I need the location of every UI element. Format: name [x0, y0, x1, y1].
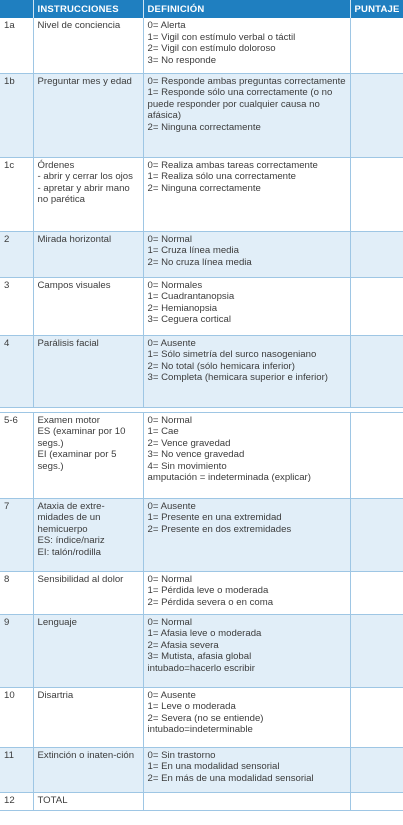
row-definition: 0= Sin trastorno 1= En una modalidad sensorial 2= En más de una modalidad sensorial	[143, 747, 350, 792]
row-score-cell[interactable]	[350, 412, 403, 498]
row-instruction: Mirada horizontal	[33, 231, 143, 277]
row-score-cell[interactable]	[350, 157, 403, 231]
row-instruction: Lenguaje	[33, 614, 143, 687]
table-row	[0, 157, 403, 231]
row-number: 8	[0, 571, 33, 614]
row-instruction: Ataxia de extre-midades de un hemicuerpo ES: índice/nariz EI: talón/rodilla	[33, 498, 143, 571]
row-score-cell[interactable]	[350, 335, 403, 407]
row-definition: 0= Normales 1= Cuadrantanopsia 2= Hemianopsia 3= Ceguera cortical	[143, 277, 350, 335]
row-instruction: Nivel de conciencia	[33, 18, 143, 73]
row-instruction: Parálisis facial	[33, 335, 143, 407]
row-definition: 0= Normal 1= Afasia leve o moderada 2= Afasia severa 3= Mutista, afasia global intubado=hacerlo escribir	[143, 614, 350, 687]
header-instrucciones: INSTRUCCIONES	[33, 0, 143, 18]
row-instruction: Órdenes - abrir y cerrar los ojos - apretar y abrir mano no parética	[33, 157, 143, 231]
row-definition: 0= Normal 1= Cruza línea media 2= No cruza línea media	[143, 231, 350, 277]
table-row	[0, 747, 403, 792]
row-definition: 0= Ausente 1= Presente en una extremidad 2= Presente en dos extremidades	[143, 498, 350, 571]
table-row	[0, 335, 403, 407]
table-row	[0, 498, 403, 571]
row-number: 2	[0, 231, 33, 277]
row-number: 5-6	[0, 412, 33, 498]
table-row	[0, 73, 403, 157]
row-number: 4	[0, 335, 33, 407]
row-instruction: Sensibilidad al dolor	[33, 571, 143, 614]
row-instruction: Disartria	[33, 687, 143, 747]
row-number: 1b	[0, 73, 33, 157]
row-score-cell[interactable]	[350, 18, 403, 73]
row-score-cell[interactable]	[350, 571, 403, 614]
row-number: 1a	[0, 18, 33, 73]
total-row	[0, 792, 403, 810]
header-number	[0, 0, 33, 18]
table-row	[0, 412, 403, 498]
row-definition	[143, 792, 350, 810]
row-score-cell[interactable]	[350, 231, 403, 277]
row-definition: 0= Ausente 1= Leve o moderada 2= Severa (no se entiende) intubado=indeterminable	[143, 687, 350, 747]
row-number: 7	[0, 498, 33, 571]
row-score-cell[interactable]	[350, 687, 403, 747]
row-definition: 0= Realiza ambas tareas correctamente 1= Realiza sólo una correctamente 2= Ninguna correctamente	[143, 157, 350, 231]
row-score-cell[interactable]	[350, 73, 403, 157]
header-puntaje: PUNTAJE	[350, 0, 403, 18]
row-number: 10	[0, 687, 33, 747]
total-label: TOTAL	[33, 792, 143, 810]
row-score-cell[interactable]	[350, 277, 403, 335]
table-header-row	[0, 0, 403, 18]
row-definition: 0= Responde ambas preguntas correctamente 1= Responde sólo una correctamente (o no puede responder por cualquier causa no afásica) 2= Ninguna correctamente	[143, 73, 350, 157]
row-score-cell[interactable]	[350, 747, 403, 792]
table-row	[0, 277, 403, 335]
row-number: 11	[0, 747, 33, 792]
total-score-cell[interactable]	[350, 792, 403, 810]
table-row	[0, 18, 403, 73]
row-instruction: Preguntar mes y edad	[33, 73, 143, 157]
table-row	[0, 571, 403, 614]
row-definition: 0= Alerta 1= Vigil con estímulo verbal o táctil 2= Vigil con estímulo doloroso 3= No responde	[143, 18, 350, 73]
row-definition: 0= Ausente 1= Sólo simetría del surco nasogeniano 2= No total (sólo hemicara inferior) 3= Completa (hemicara superior e inferior)	[143, 335, 350, 407]
table-row	[0, 687, 403, 747]
row-definition: 0= Normal 1= Pérdida leve o moderada 2= Pérdida severa o en coma	[143, 571, 350, 614]
row-instruction: Extinción o inaten-ción	[33, 747, 143, 792]
row-number: 12	[0, 792, 33, 810]
row-number: 9	[0, 614, 33, 687]
row-definition: 0= Normal 1= Cae 2= Vence gravedad 3= No vence gravedad 4= Sin movimiento amputación = indeterminada (explicar)	[143, 412, 350, 498]
table-row	[0, 614, 403, 687]
row-instruction: Examen motor ES (examinar por 10 segs.) EI (examinar por 5 segs.)	[33, 412, 143, 498]
row-score-cell[interactable]	[350, 614, 403, 687]
row-number: 3	[0, 277, 33, 335]
header-definicion: DEFINICIÓN	[143, 0, 350, 18]
row-number: 1c	[0, 157, 33, 231]
row-score-cell[interactable]	[350, 498, 403, 571]
table-row	[0, 231, 403, 277]
row-instruction: Campos visuales	[33, 277, 143, 335]
